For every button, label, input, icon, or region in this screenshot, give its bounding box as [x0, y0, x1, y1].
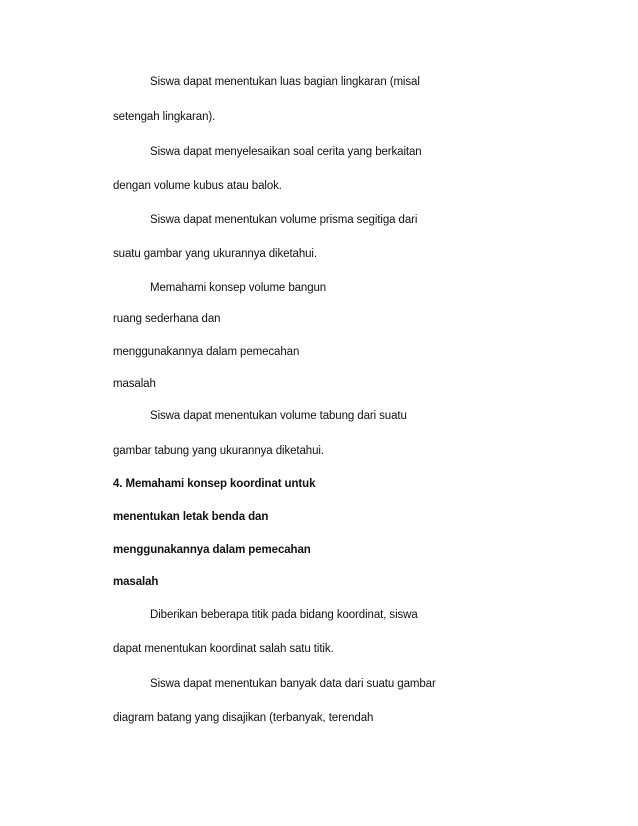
section-heading-line: menggunakannya dalam pemecahan: [113, 544, 311, 556]
text-line: gambar tabung yang ukurannya diketahui.: [113, 445, 324, 457]
text-line: Memahami konsep volume bangun: [150, 282, 327, 294]
text-line: setengah lingkaran).: [113, 111, 216, 123]
text-line: Siswa dapat menentukan volume tabung dari suatu: [150, 410, 407, 422]
text-line: ruang sederhana dan: [113, 313, 221, 325]
text-line: Siswa dapat menentukan banyak data dari suatu gambar: [150, 678, 436, 690]
text-line: Siswa dapat menentukan luas bagian lingkaran (misal: [150, 76, 420, 88]
text-line: dengan volume kubus atau balok.: [113, 180, 282, 192]
text-line: dapat menentukan koordinat salah satu titik.: [113, 643, 334, 655]
text-line: suatu gambar yang ukurannya diketahui.: [113, 248, 317, 260]
text-line: diagram batang yang disajikan (terbanyak, terendah: [113, 712, 374, 724]
text-line: menggunakannya dalam pemecahan: [113, 346, 300, 358]
text-line: Siswa dapat menyelesaikan soal cerita yang berkaitan: [150, 146, 422, 158]
text-line: masalah: [113, 378, 156, 390]
section-heading-line: masalah: [113, 576, 159, 588]
text-line: Siswa dapat menentukan volume prisma segitiga dari: [150, 214, 418, 226]
section-heading-line: 4. Memahami konsep koordinat untuk: [113, 478, 316, 490]
section-heading-line: menentukan letak benda dan: [113, 511, 269, 523]
text-line: Diberikan beberapa titik pada bidang koordinat, siswa: [150, 609, 418, 621]
